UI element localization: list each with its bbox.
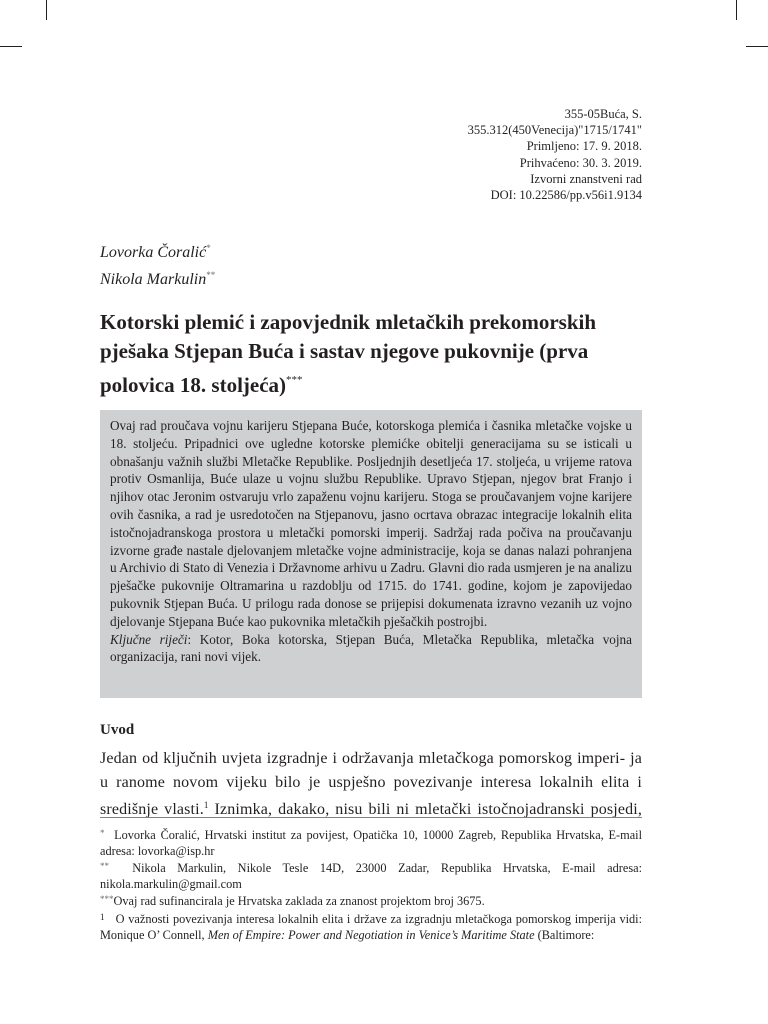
footnote-mark: **	[100, 861, 109, 872]
footnote-mark: 1	[100, 911, 105, 922]
author-name: Nikola Markulin	[100, 271, 207, 288]
doi: DOI: 10.22586/pp.v56i1.9134	[490, 188, 642, 203]
footnote-reference: 1	[203, 800, 209, 810]
title-footnote-mark: ***	[286, 374, 303, 386]
body-line: Iznimka, dakako, nisu bili ni mletački istočnojadranski posjedi,	[208, 801, 643, 818]
article-title	[100, 308, 660, 400]
footnote-text: Nikola Markulin, Nikole Tesle 14D, 23000 Zadar, Republika Hrvatska, E-mail adresa: nikola.markulin@gmail.com	[100, 861, 642, 891]
keywords-label: Ključne riječi	[110, 631, 188, 647]
article-type: Izvorni znanstveni rad	[530, 171, 642, 186]
author-name: Lovorka Čoralić	[100, 244, 207, 261]
udc-code-2: 355.312(450Venecija)"1715/1741"	[467, 123, 642, 138]
author-footnote-mark: **	[206, 270, 216, 280]
crop-mark-top-left-vertical	[46, 0, 47, 20]
footnote-mark: ***	[100, 894, 114, 905]
footnote-text: (Baltimore:	[534, 927, 595, 942]
author-list	[100, 237, 215, 291]
body-line: središnje vlasti.	[100, 801, 204, 818]
crop-mark-top-left-horizontal	[0, 46, 22, 47]
author	[100, 237, 215, 264]
section-heading: Uvod	[100, 722, 135, 738]
keywords-list: : Kotor, Boka kotorska, Stjepan Buća, Mletačka Republika, mletačka vojna organizacija, rani novi vijek.	[110, 631, 632, 665]
crop-mark-top-right-horizontal	[746, 46, 768, 47]
footnote	[100, 826, 642, 859]
cited-book-title: Men of Empire: Power and Negotiation in Venice’s Maritime State	[207, 927, 535, 942]
body-line: Jedan od ključnih uvjeta izgradnje i održavanja mletačkoga pomorskog imperi-	[100, 750, 626, 767]
footnote-text: O važnosti povezivanja interesa lokalnih elita i države za izgradnju mletačkoga pomorskog imperija vidi: Monique O’ Connell,	[100, 911, 642, 942]
footnote	[100, 892, 642, 910]
crop-mark-top-right-vertical	[736, 0, 737, 20]
accepted-date: Prihvaćeno: 30. 3. 2019.	[519, 155, 642, 170]
article-metadata	[468, 106, 642, 203]
body-paragraph	[100, 747, 642, 822]
footnote-mark: *	[100, 828, 105, 838]
abstract-text: Ovaj rad proučava vojnu karijeru Stjepana Buće, kotorskoga plemića i časnika mletačke vojske u 18. stoljeću. Pripadnici ove ugledne kotorske plemićke obitelji generacijama su se isticali u obnašanju važnih službi Mletačke Republike. Posljednjih desetljeća 17. stoljeća, u vrijeme ratova protiv Osmanlija, Buće ulaze u vojnu službu Republike. Upravo Stjepan, njegov brat Franjo i njihov otac Jeronim ostvaruju vrlo zapaženu vojnu karijeru. Stoga se proučavanjem vojne karijere ovih časnika, a rad je usredotočen na Stjepanovu, jasno ocrtava obrazac integracije lokalnih elita istočnojadranskoga prostora u mletački pomorski imperij. Sadržaj rada počiva na proučavanju izvorne građe nastale djelovanjem mletačke vojne administracije, koja se danas nalazi pohranjena u Archivio di Stato di Venezia i Državnome arhivu u Zadru. Glavni dio rada usmjeren je na analizu pješačke pukovnije Oltramarina u razdoblju od 1715. do 1741. godine, kojom je zapovijedao pukovnik Stjepan Buća. U prilogu rada donose se prijepisi dokumenata izravno vezanih uz vojno djelovanje Stjepana Buće kao pukovnika mletačkih pješačkih postrojbi.	[110, 418, 632, 629]
author	[100, 264, 215, 291]
body-line: ja u ranome novom vijeku bilo je uspješno povezivanje interesa lokalnih elita i	[100, 750, 642, 791]
author-footnote-mark: *	[206, 243, 211, 253]
article-title-text: Kotorski plemić i zapovjednik mletačkih prekomorskih pješaka Stjepan Buća i sastav njegove pukovnije (prva polovica 18. stoljeća)	[100, 310, 597, 397]
footnote	[100, 859, 642, 892]
udc-code-1: 355-05Buća, S.	[564, 107, 642, 121]
footnotes	[100, 826, 642, 943]
abstract-box	[100, 410, 642, 698]
keywords	[110, 631, 632, 667]
footnote-divider	[100, 817, 642, 818]
footnote	[100, 910, 642, 943]
received-date: Primljeno: 17. 9. 2018.	[526, 139, 642, 154]
footnote-text: Lovorka Čoralić, Hrvatski institut za povijest, Opatička 10, 10000 Zagreb, Republika Hrvatska, E-mail adresa: lovorka@isp.hr	[100, 828, 642, 858]
footnote-text: Ovaj rad sufinancirala je Hrvatska zaklada za znanost projektom broj 3675.	[113, 894, 485, 909]
